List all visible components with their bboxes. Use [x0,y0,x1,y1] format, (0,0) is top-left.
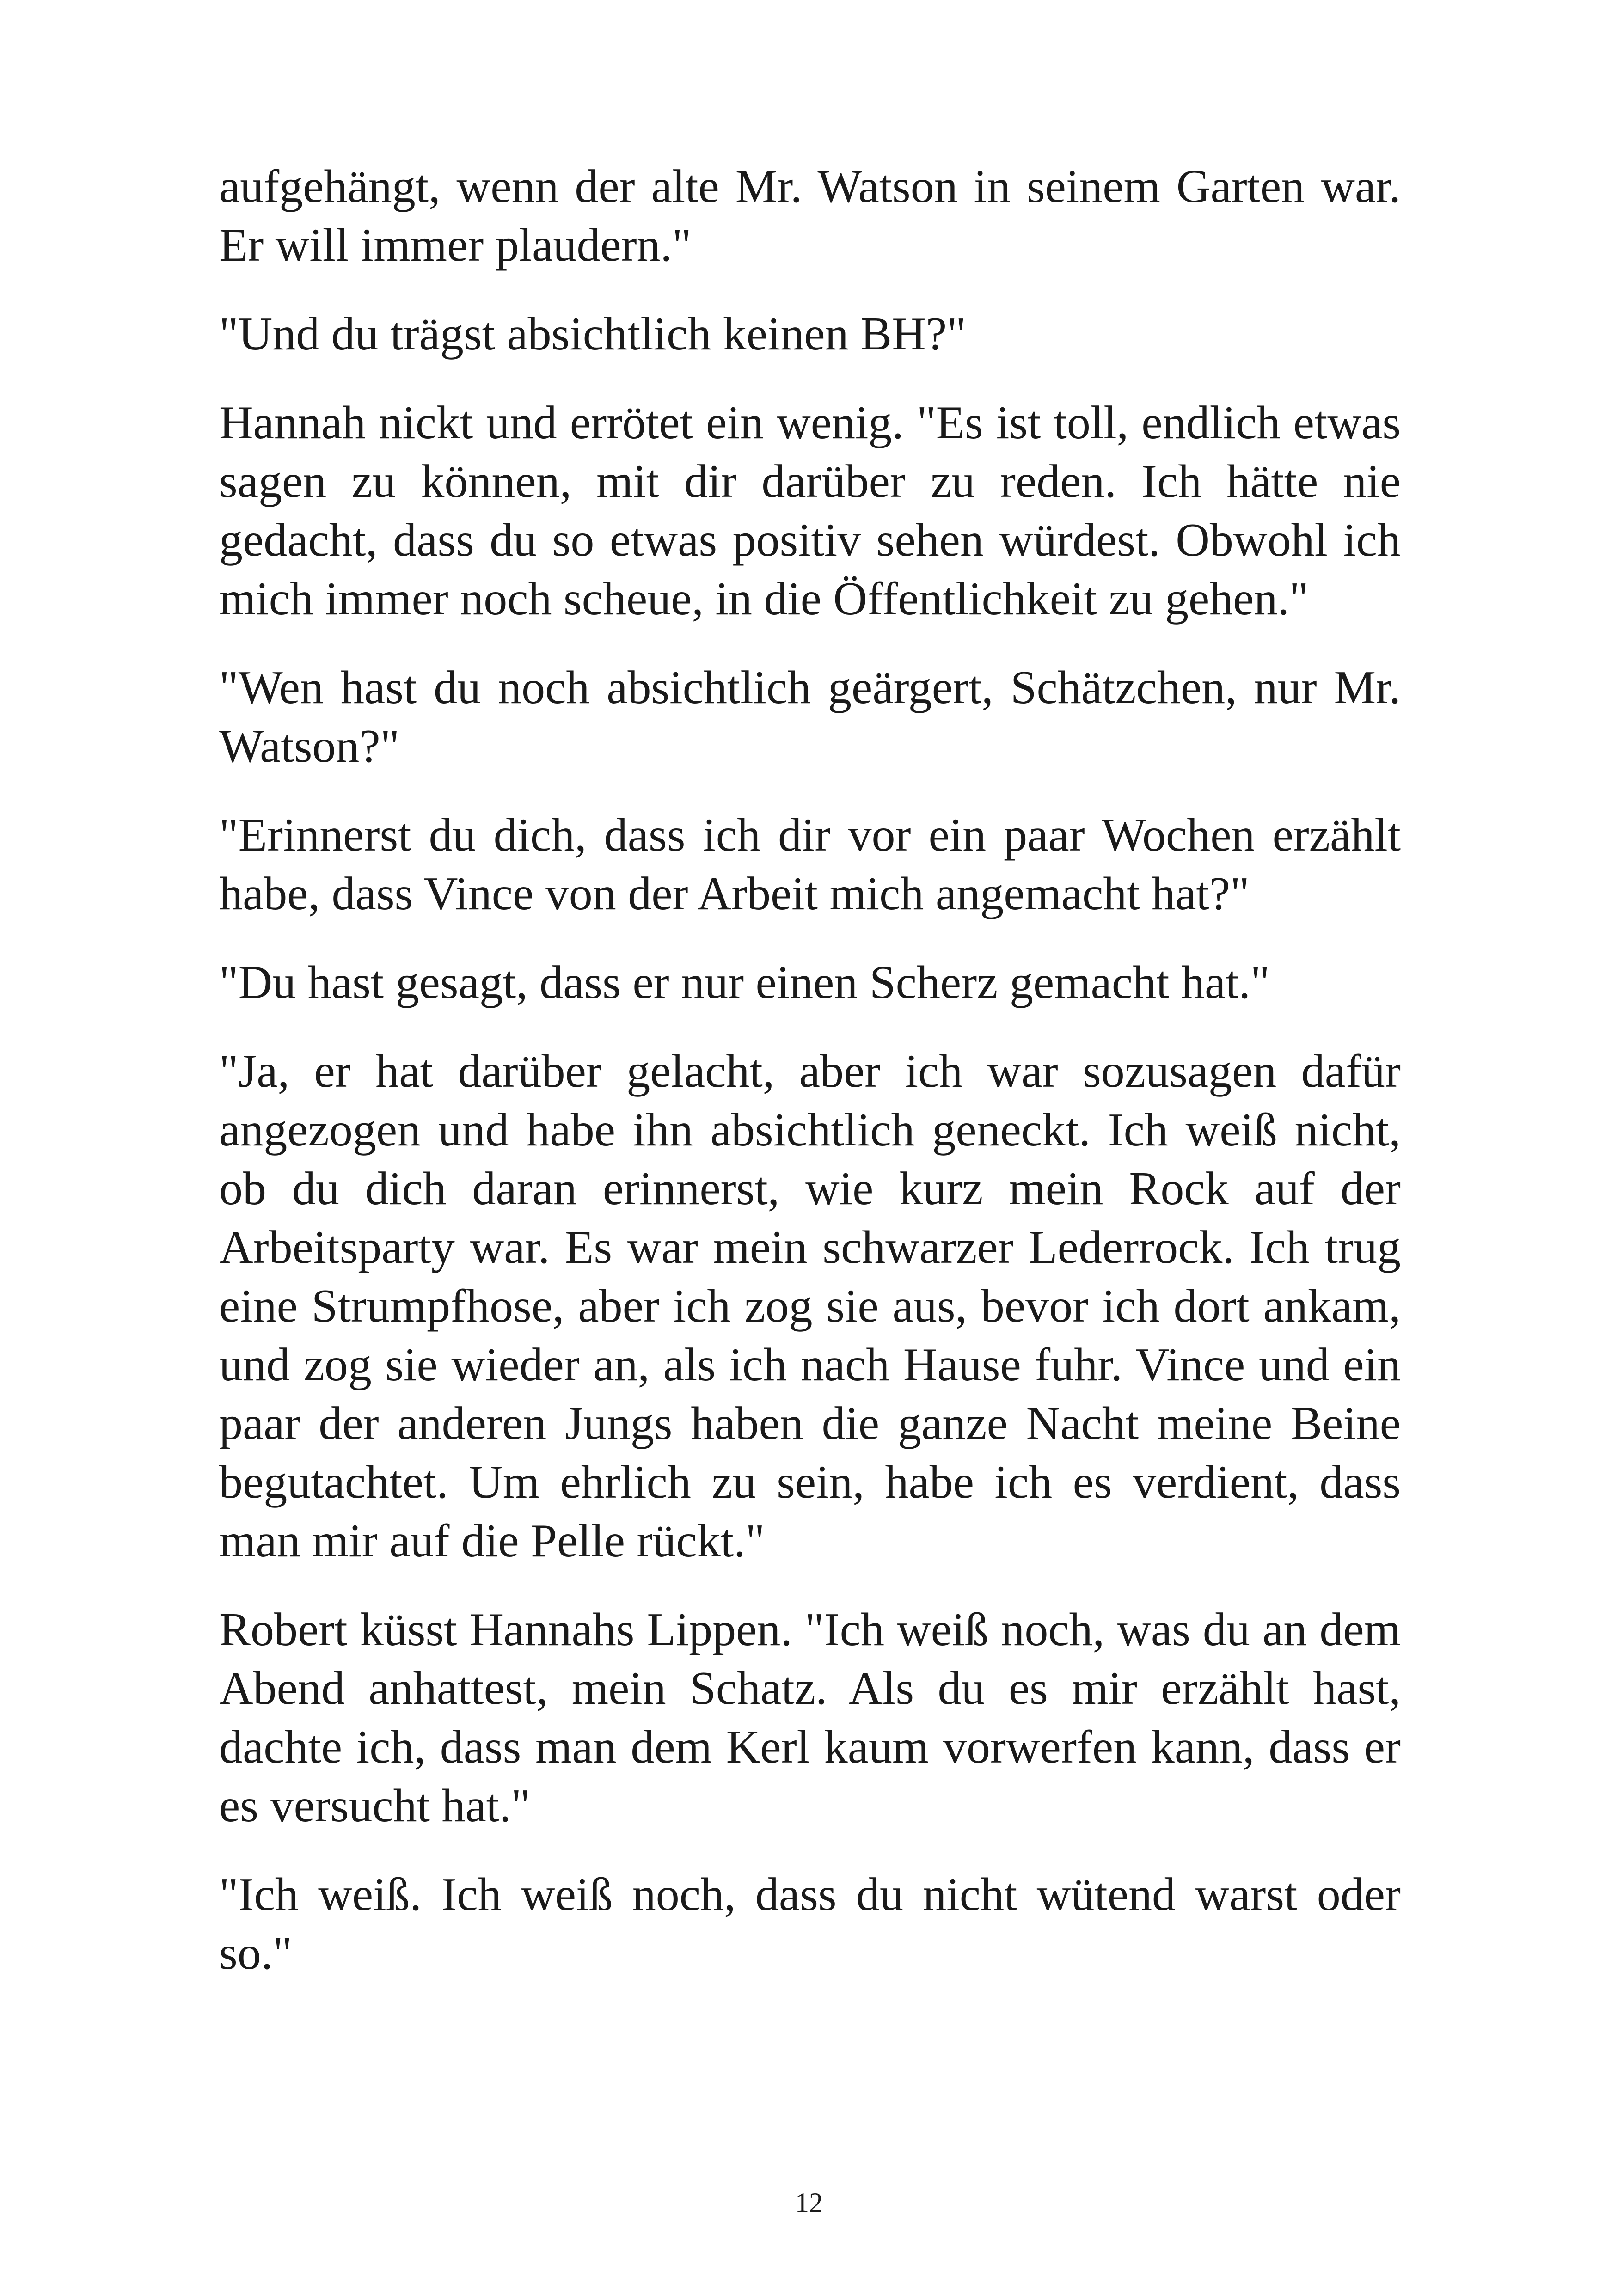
paragraph: "Erinnerst du dich, dass ich dir vor ein paar Wochen erzählt habe, dass Vince von der Arbeit mich angemacht hat?" [219,809,1401,920]
paragraph: Hannah nickt und errötet ein wenig. "Es ist toll, endlich etwas sagen zu können, mit dir darüber zu reden. Ich hätte nie gedacht, dass du so etwas positiv sehen würdest. Obwohl ich mich immer noch scheue, in die Öffentlichkeit zu gehen." [219,397,1401,625]
body-text [219,157,1401,2013]
paragraph: "Und du trägst absichtlich keinen BH?" [219,308,966,360]
paragraph: "Ich weiß. Ich weiß noch, dass du nicht wütend warst oder so." [219,1868,1401,1979]
paragraph: "Ja, er hat darüber gelacht, aber ich war sozusagen dafür angezogen und habe ihn absichtlich geneckt. Ich weiß nicht, ob du dich daran erinnerst, wie kurz mein Rock auf der Arbeitsparty war. Es war mein schwarzer Lederrock. Ich trug eine Strumpfhose, aber ich zog sie aus, bevor ich dort ankam, und zog sie wieder an, als ich nach Hause fuhr. Vince und ein paar der anderen Jungs haben die ganze Nacht meine Beine begutachtet. Um ehrlich zu sein, habe ich es verdient, dass man mir auf die Pelle rückt." [219,1045,1401,1567]
paragraph: Robert küsst Hannahs Lippen. "Ich weiß noch, was du an dem Abend anhattest, mein Schatz. Als du es mir erzählt hast, dachte ich, dass man dem Kerl kaum vorwerfen kann, dass er es versucht hat." [219,1604,1401,1832]
paragraph: "Wen hast du noch absichtlich geärgert, Schätzchen, nur Mr. Watson?" [219,661,1401,772]
paragraph: "Du hast gesagt, dass er nur einen Scherz gemacht hat." [219,956,1270,1009]
paragraph: aufgehängt, wenn der alte Mr. Watson in seinem Garten war. Er will immer plaudern." [219,160,1401,271]
page-number: 12 [795,2187,823,2218]
